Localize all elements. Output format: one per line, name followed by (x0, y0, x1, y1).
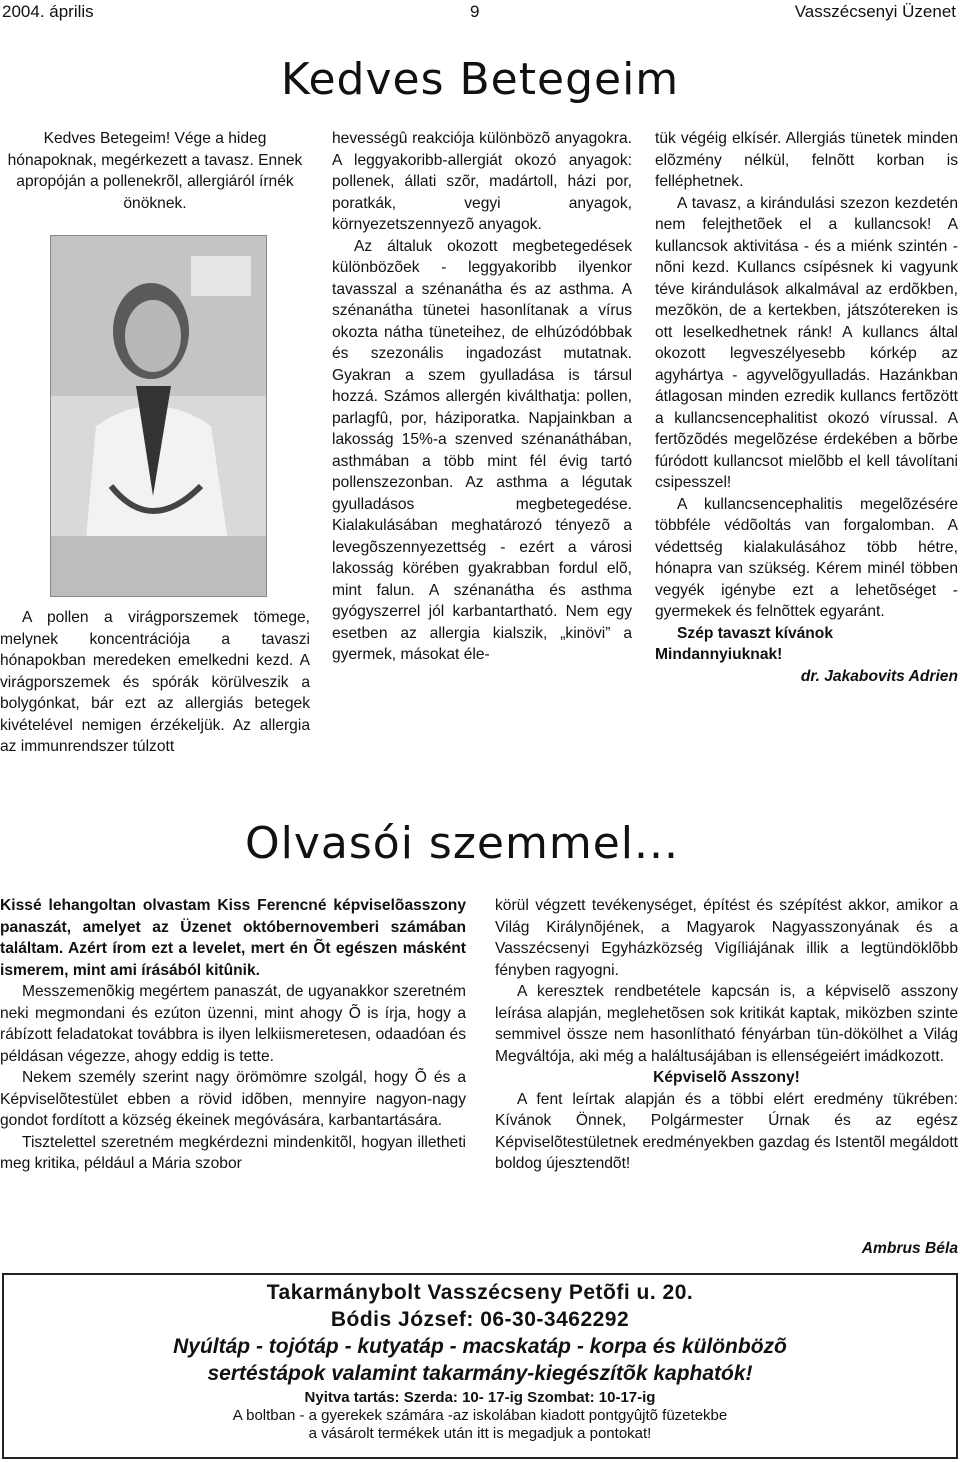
article1-col3-paragraph-3: A kullancsencephalitis megelõzésére többféle védõoltás van forgalomban. A védettség kialakulásához több hétre, hónapra van szükség. Kérem minél többen vegyék igénybe ezt a lehetõséget - gyermekek és felnõttek egyaránt. (655, 495, 958, 620)
article1-column-1 (0, 128, 310, 214)
article1-column-1-text (0, 607, 310, 758)
article1-pollen-paragraph: A pollen a virágporszemek tömege, melynek koncentrációja a tavaszi hónapokban meredeken emelkedni kezd. A virágporszemek és spórák körülveszik a bolygónkat, bár ezt az allergiás betegek kivételével nemigen érzékeljük. Az allergia az immunrendszer túlzott (0, 609, 310, 755)
article2-signature: Ambrus Béla (861, 1240, 958, 1257)
article2-paragraph-2: Nekem személy szerint nagy örömömre szolgál, hogy Õ és a Képviselõtestület ebben a rövid idõben, mennyire nagyon-nagy gondot fordított a község ékeinek megóvására, karbantartására. (0, 1069, 466, 1129)
article2-paragraph-1: Messzemenõkig megértem panaszát, de ugyanakkor szeretném neki megmondani és ezúton üzenni, mint ahogy Õ is írja, hogy a rábízott feladatokat továbbra is ilyen lelkiismeretesen, odaadóan és példásan végezze, ahogy eddig is tette. (0, 983, 466, 1065)
article2-column-1 (0, 895, 466, 1175)
ad-products-line-1: Nyúltáp - tojótáp - kutyatáp - macskatáp - korpa és különbözõ (173, 1335, 787, 1358)
article1-column-2 (332, 128, 632, 666)
ad-opening-hours: Nyitva tartás: Szerda: 10- 17-ig Szombat: 10-17-ig (304, 1389, 656, 1406)
ad-contact-phone: Bódis József: 06-30-3462292 (330, 1308, 630, 1331)
doctor-photo (50, 235, 267, 597)
article1-col3-paragraph-1: tük végéig elkísér. Allergiás tünetek minden elõzmény nélkül, felnõtt korban is felléphetnek. (655, 130, 958, 190)
article1-col2-paragraph-2: Az általuk okozott megbetegedések különbözõek - leggyakoribb ilyenkor tavasszal a szénanátha és az asthma. A szénanátha tünetei hasonlítanak a vírus okozta nátha tüneteihez, de elhúzódóbbak és szezonális ingadozást mutatnak. Gyakran a szem gyulladása is társul hozzá. Számos allergén kiválthatja: pollen, parlagfû, por, háziporatka. Napjainkban a lakosság 15%-a szenved szénanáthában, asthmában a több mint fél évig tartó pollenszezonban. Az asthma a légutak gyulladásos megbetegedése. Kialakulásában meghatározó tényezõ a levegõszennyezettség - ezért a városi lakosság körében gyakrabban fordul elõ, mint falun. A szénanátha és asthma gyógyszerrel jól karbantartható. Nem egy esetben az allergia kialszik, „kinövi” a gyermek, másokat éle- (332, 237, 632, 663)
article2-column-2 (495, 895, 958, 1175)
article1-signature: dr. Jakabovits Adrien (800, 667, 958, 685)
page-number: 9 (470, 2, 480, 21)
doctor-photo-illustration (51, 236, 266, 596)
article2-paragraph-6: A fent leírtak alapján és a többi elért eredmény tükrében: Kívánok Önnek, Polgármester Úrnak és az egész Képviselõtestületnek eredményekben gazdag és Istentõl megáldott boldog újesztendõt! (495, 1090, 958, 1172)
ad-points-line-2: a vásárolt termékek után itt is megadjuk a pontokat! (308, 1425, 652, 1442)
ad-points-line-1: A boltban - a gyerekek számára -az iskolában kiadott pontgyûjtõ füzetekbe (232, 1407, 728, 1424)
article2-salutation: Képviselõ Asszony! (653, 1069, 800, 1086)
ad-products-line-2: sertéstápok valamint takarmány-kiegészítõk kaphatók! (207, 1362, 753, 1385)
article1-closing: Szép tavaszt kívánok Mindannyiuknak! (655, 624, 834, 663)
article2-signature-block (700, 1238, 958, 1260)
article2-paragraph-3: Tisztelettel szeretném megkérdezni mindenkitõl, hogyan illetheti meg kritika, például a Mária szobor (0, 1133, 466, 1172)
article1-column-3 (655, 128, 958, 687)
article2-paragraph-5: A keresztek rendbetétele kapcsán is, a képviselõ asszony leírása alapján, meglehetõsen sok kritikát kaptak, miközben szinte semmivel össze nem hasonlítható fényárban tün-dökölhet a Világ Megváltója, aki még a haláltusájában is ellenségeiért imádkozott. (495, 983, 958, 1065)
publication-name: Vasszécsenyi Üzenet (794, 2, 956, 21)
article2-paragraph-4: körül végzett tevékenységet, építést és szépítést akkor, amikor a Világ Királynõjének, a Magyarok Nagyasszonyának és a Vasszécsenyi Egyházközség Vigíliájának illik a legtündöklõbb fényben ragyogni. (495, 897, 958, 979)
article-title-olvasoi-szemmel: Olvasói szemmel... (245, 818, 679, 869)
article-title-kedves-betegeim: Kedves Betegeim (280, 54, 680, 105)
issue-date: 2004. április (2, 2, 94, 21)
article2-lead: Kissé lehangoltan olvastam Kiss Ferencné képviselõasszony panaszát, amelyet az Üzenet októbernovemberi számában találtam. Azért írom ezt a levelet, mert én Õt egészen másként ismerem, mint ami írásából kitûnik. (0, 897, 466, 979)
ad-store-address: Takarmánybolt Vasszécseny Petõfi u. 20. (266, 1281, 694, 1304)
article1-col2-paragraph-1: hevességû reakciója különbözõ anyagokra. A leggyakoribb-allergiát okozó anyagok: pollenek, állati szõr, madártoll, házi por, poratkák, vegyi anyagok, környezetszennyezõ anyagok. (332, 130, 632, 233)
article1-col3-paragraph-2: A tavasz, a kirándulási szezon kezdetén nem felejthetõek el a kullancsok! A kullancsok aktivitása - és a miénk szintén - nõni kezd. Kullancs csípésnek ki vagyunk téve kirándulások alkalmával az erdõkben, mezõkön, de a kertekben, játszótereken is ott leselkedhetnek ránk! A kullancs által okozott legveszélyesebb kórkép az agyhártya - agyvelõgyulladás. Hazánkban átlagosan minden ezredik kullancs fertõzött a kullancsencephalitist okozó vírussal. A fertõzõdés megelõzése érdekében a bõrbe fúródott kullancsot mielõbb el kell távolítani csipesszel! (655, 194, 958, 491)
feed-store-advertisement (2, 1273, 958, 1459)
article1-intro: Kedves Betegeim! Vége a hideg hónapoknak, megérkezett a tavasz. Ennek apropóján a pollenekrõl, allergiáról írnék önöknek. (7, 130, 303, 212)
